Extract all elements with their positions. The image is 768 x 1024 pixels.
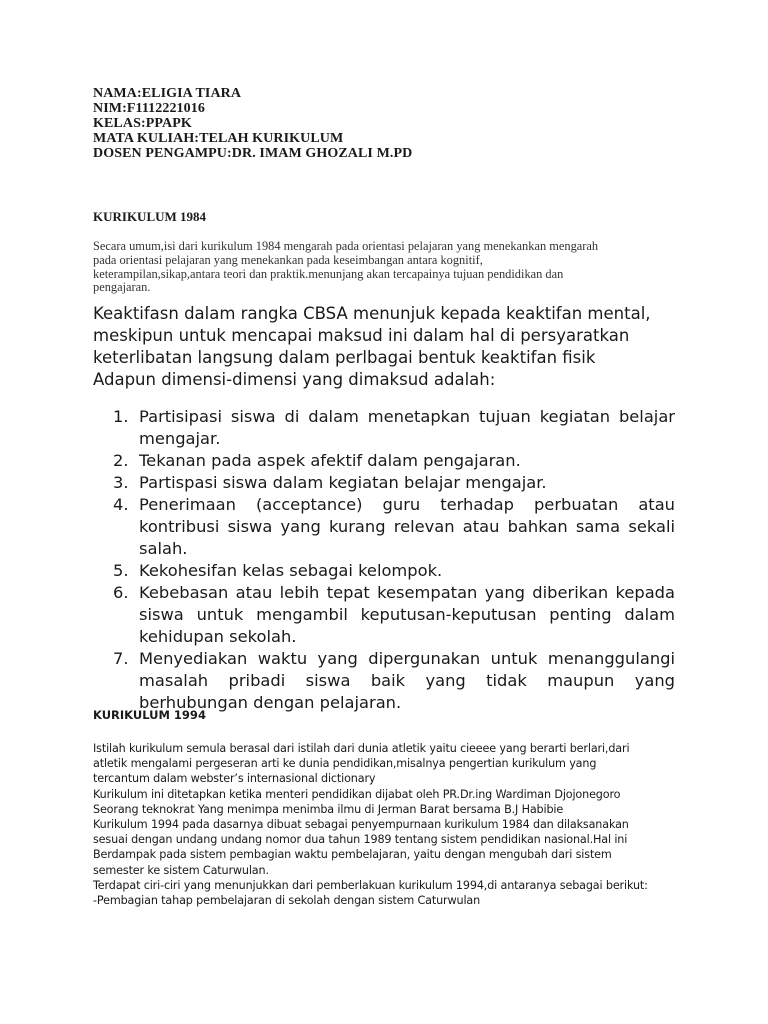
paragraph-line: Kurikulum 1994 pada dasarnya dibuat sebagai penyempurnaan kurikulum 1984 dan dilaksanakan: [93, 818, 629, 832]
list-text: Penerimaan (acceptance) guru terhadap perbuatan atau kontribusi siswa yang kurang relevan atau bahkan sama sekali salah.: [139, 495, 675, 558]
student-name: NAMA:ELIGIA TIARA: [93, 86, 242, 101]
student-nim: NIM:F1112221016: [93, 101, 205, 116]
list-number: 6.: [113, 583, 129, 602]
paragraph-1994: [93, 741, 693, 908]
paragraph-line: Seorang teknokrat Yang menimpa menimba ilmu di Jerman Barat bersama B.J Habibie: [93, 802, 564, 816]
paragraph-line: Adapun dimensi-dimensi yang dimaksud adalah:: [93, 370, 496, 389]
list-item: [113, 582, 675, 648]
list-text: Kekohesifan kelas sebagai kelompok.: [139, 561, 443, 580]
paragraph-line: Berdampak pada sistem pembagian waktu pembelajaran, yaitu dengan mengubah dari sistem: [93, 848, 612, 862]
paragraph-line: Keaktifasn dalam rangka CBSA menunjuk kepada keaktifan mental,: [93, 304, 651, 323]
list-number: 4.: [113, 495, 129, 514]
list-number: 2.: [113, 451, 129, 470]
list-text: Partispasi siswa dalam kegiatan belajar mengajar.: [139, 473, 547, 492]
student-class: KELAS:PPAPK: [93, 116, 192, 131]
dimension-list: [113, 406, 675, 714]
paragraph-line: semester ke sistem Caturwulan.: [93, 863, 269, 877]
list-item: [113, 450, 675, 472]
list-text: Kebebasan atau lebih tepat kesempatan yang diberikan kepada siswa untuk mengambil keputusan-keputusan penting dalam kehidupan sekolah.: [139, 583, 675, 646]
list-item: [113, 560, 675, 582]
paragraph-line: keterampilan,sikap,antara teori dan praktik.menunjang akan tercapainya tujuan pendidikan dan: [93, 266, 564, 281]
paragraph-line: atletik mengalami pergeseran arti ke dunia pendidikan,misalnya pengertian kurikulum yang: [93, 757, 597, 771]
list-number: 1.: [113, 407, 129, 426]
paragraph-line: keterlibatan langsung dalam perlbagai bentuk keaktifan fisik: [93, 348, 596, 367]
list-number: 7.: [113, 649, 129, 668]
paragraph-line: Secara umum,isi dari kurikulum 1984 mengarah pada orientasi pelajaran yang menekankan mengarah: [93, 239, 599, 253]
paragraph-line: tercantum dalam webster’s internasional dictionary: [93, 772, 376, 786]
paragraph-line: meskipun untuk mencapai maksud ini dalam hal di persyaratkan: [93, 326, 630, 345]
course-name: MATA KULIAH:TELAH KURIKULUM: [93, 131, 344, 146]
paragraph-line: Kurikulum ini ditetapkan ketika menteri pendidikan dijabat oleh PR.Dr.ing Wardiman Djojonegoro: [93, 787, 621, 801]
paragraph-line: Istilah kurikulum semula berasal dari istilah dari dunia atletik yaitu cieeee yang berarti berlari,dari: [93, 742, 630, 755]
heading-kurikulum-1994: KURIKULUM 1994: [93, 708, 206, 722]
list-text: Tekanan pada aspek afektif dalam pengajaran.: [139, 451, 521, 470]
heading-kurikulum-1984: KURIKULUM 1984: [93, 209, 207, 224]
list-item: [113, 648, 675, 714]
list-number: 5.: [113, 561, 129, 580]
paragraph-line: pada orientasi pelajaran yang menekankan pada keseimbangan antara kognitif,: [93, 252, 483, 267]
list-item: [113, 406, 675, 450]
student-header: [93, 86, 693, 161]
paragraph-1984-intro: [93, 240, 683, 295]
list-item: [113, 472, 675, 494]
paragraph-cbsa: [93, 303, 683, 391]
paragraph-line: sesuai dengan undang undang nomor dua tahun 1989 tentang sistem pendidikan nasional.Hal ini: [93, 833, 628, 847]
paragraph-line: -Pembagian tahap pembelajaran di sekolah dengan sistem Caturwulan: [93, 894, 481, 908]
lecturer-name: DOSEN PENGAMPU:DR. IMAM GHOZALI M.PD: [93, 146, 413, 161]
paragraph-line: pengajaran.: [93, 280, 151, 295]
list-text: Partisipasi siswa di dalam menetapkan tujuan kegiatan belajar mengajar.: [139, 407, 675, 448]
list-item: [113, 494, 675, 560]
paragraph-line: Terdapat ciri-ciri yang menunjukkan dari pemberlakuan kurikulum 1994,di antaranya sebagai berikut:: [93, 878, 648, 892]
list-text: Menyediakan waktu yang dipergunakan untuk menanggulangi masalah pribadi siswa baik yang tidak maupun yang berhubungan dengan pelajaran.: [139, 649, 675, 712]
list-number: 3.: [113, 473, 129, 492]
